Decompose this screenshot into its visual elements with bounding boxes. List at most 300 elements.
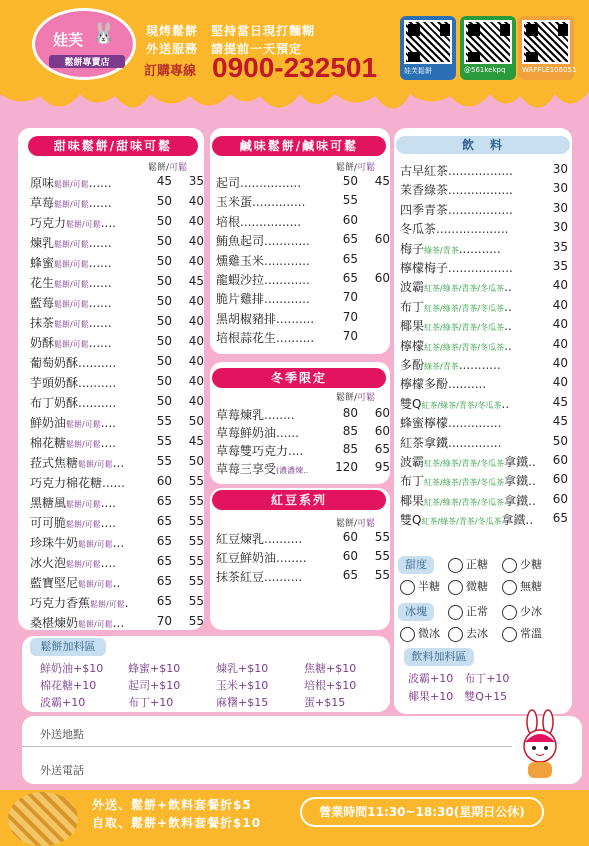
menu-item[interactable] xyxy=(30,614,204,632)
item-tag: 鬆餅/可鬆 xyxy=(66,520,101,529)
menu-item[interactable] xyxy=(30,474,204,492)
item-name: 煉乳 xyxy=(30,236,55,250)
item-name: 抹茶 xyxy=(30,316,55,330)
price-croffle: 50 xyxy=(188,414,204,428)
drink-dots: ........... xyxy=(458,358,501,372)
drink-dots: .. xyxy=(504,280,512,295)
drink-name: 雙Q xyxy=(400,513,422,528)
item-name: 黑胡椒豬排 xyxy=(216,311,277,326)
item-dots: .... xyxy=(100,516,116,530)
item-name: 桑椹煉奶 xyxy=(30,616,79,630)
item-dots: ...... xyxy=(88,296,112,310)
waffle-addon-item[interactable]: 培根+$10 xyxy=(304,679,357,692)
drink-options: 紅茶/綠茶/青茶/冬瓜茶 xyxy=(424,478,505,488)
drink-item[interactable] xyxy=(400,472,568,490)
item-dots: .......... xyxy=(78,396,117,410)
item-name-group xyxy=(30,234,112,251)
qr-code-1[interactable] xyxy=(400,16,456,80)
drink-item[interactable] xyxy=(400,414,568,432)
ice_opts-option[interactable] xyxy=(448,625,488,642)
option-label: 去冰 xyxy=(466,627,488,640)
item-name-group xyxy=(30,474,125,491)
menu-item[interactable] xyxy=(216,310,390,328)
menu-item[interactable] xyxy=(216,549,390,567)
salty-title: 鹹味鬆餅/鹹味可鬆 xyxy=(212,136,386,156)
item-dots: ............ xyxy=(264,253,310,268)
menu-item[interactable] xyxy=(216,424,390,442)
item-tag: 鬆餅/可鬆 xyxy=(54,240,89,249)
drink-price: 65 xyxy=(552,511,568,526)
item-name-group xyxy=(30,534,124,551)
drink-options: 綠茶/青茶 xyxy=(424,362,459,371)
menu-item[interactable] xyxy=(216,406,390,424)
waffle-addon-item[interactable]: 棉花糖+10 xyxy=(40,679,97,692)
drink-price: 40 xyxy=(552,297,568,312)
price-croffle: 60 xyxy=(374,271,390,285)
price-croffle: 55 xyxy=(374,549,390,563)
drink-price: 60 xyxy=(552,491,568,506)
drink-name: 蜂蜜檸檬 xyxy=(400,416,449,431)
drink-name: 古早紅茶 xyxy=(400,164,449,178)
item-dots: ................ xyxy=(240,214,302,229)
drink-item[interactable] xyxy=(400,220,568,238)
item-dots: .......... xyxy=(78,356,117,370)
price-croffle: 55 xyxy=(374,568,390,582)
drink-item[interactable] xyxy=(400,201,568,219)
drink-dots: .............. xyxy=(448,416,502,431)
item-tag: 鬆餅/可鬆 xyxy=(90,600,125,609)
item-dots: ...... xyxy=(88,316,112,330)
drink-name-group xyxy=(400,240,501,257)
tagline-1: 現烤鬆餅 堅持當日現打麵糊 xyxy=(146,24,316,38)
item-name: 鮪魚起司 xyxy=(216,234,265,249)
radio-icon[interactable] xyxy=(448,627,463,642)
price-waffle: 80 xyxy=(342,406,358,420)
item-name-group xyxy=(216,193,305,210)
item-dots: ................ xyxy=(240,176,302,190)
price-waffle: 50 xyxy=(156,334,172,348)
item-name: 紅豆煉乳 xyxy=(216,532,265,546)
price-waffle: 120 xyxy=(335,460,358,474)
menu-item[interactable] xyxy=(216,290,390,308)
item-name-group xyxy=(30,294,112,311)
price-croffle: 40 xyxy=(188,234,204,248)
item-dots: .... xyxy=(100,436,116,450)
sweet_opts-option[interactable] xyxy=(502,556,542,573)
item-name: 草莓煉乳 xyxy=(216,408,265,422)
salty-subhead: 鬆餅/可鬆 xyxy=(336,163,376,173)
drink-item[interactable] xyxy=(400,298,568,316)
item-tag: 鬆餅/可鬆 xyxy=(54,340,89,349)
sweetness-label: 甜度 xyxy=(398,556,434,574)
redbean-title: 紅豆系列 xyxy=(212,490,386,510)
drink-name: 椰果 xyxy=(400,319,425,334)
item-name-group xyxy=(216,530,302,547)
item-name-group xyxy=(30,254,112,271)
waffle-addon-item[interactable]: 焦糖+$10 xyxy=(304,662,357,675)
waffle-addon-item[interactable]: 起司+$10 xyxy=(128,679,181,692)
winter-subhead: 鬆餅/可鬆 xyxy=(336,393,376,403)
drink-item[interactable] xyxy=(400,356,568,374)
item-tag: 鬆餅/可鬆 xyxy=(54,200,89,209)
price-croffle: 55 xyxy=(188,614,204,628)
menu-item[interactable] xyxy=(30,354,204,372)
drink-name: 波霸 xyxy=(400,280,425,295)
menu-item[interactable] xyxy=(30,494,204,512)
item-note: (濃濃煉.. xyxy=(276,466,309,475)
item-name: 草莓 xyxy=(30,196,55,210)
drink-options: 紅茶/綠茶/青茶/冬瓜茶 xyxy=(421,400,502,410)
item-tag: 鬆餅/可鬆 xyxy=(54,280,89,289)
drink-dots: ................... xyxy=(436,222,509,237)
waffle-addon-title: 鬆餅加料區 xyxy=(30,638,106,656)
price-waffle: 70 xyxy=(342,309,358,324)
item-name-group xyxy=(30,614,124,631)
ice_opts-option[interactable] xyxy=(502,625,542,642)
item-tag: 鬆餅/可鬆 xyxy=(78,580,113,589)
drink-name-group xyxy=(400,278,512,295)
drink-price: 30 xyxy=(552,200,568,215)
drink-name: 茉香綠茶 xyxy=(400,183,449,198)
menu-item[interactable] xyxy=(216,568,390,586)
price-croffle: 40 xyxy=(188,254,204,268)
price-waffle: 65 xyxy=(156,494,172,508)
waffle-addon-item[interactable]: 布丁+10 xyxy=(128,696,174,709)
qr-caption: 娃芙鬆餅 xyxy=(404,67,432,75)
item-tag: 鬆餅/可鬆 xyxy=(78,620,113,629)
drink-name-group xyxy=(400,181,513,198)
item-name: 葡萄奶酥 xyxy=(30,356,79,370)
radio-icon[interactable] xyxy=(448,605,463,620)
item-tag: 鬆餅/可鬆 xyxy=(54,300,89,309)
price-croffle: 40 xyxy=(188,214,204,228)
menu-item[interactable] xyxy=(216,213,390,231)
radio-icon[interactable] xyxy=(448,580,463,595)
item-name: 草莓雙巧克力 xyxy=(216,444,289,458)
item-name: 培根 xyxy=(216,214,241,229)
item-tag: 鬆餅/可鬆 xyxy=(54,180,89,189)
item-dots: .......... xyxy=(78,376,117,390)
drink-name: 布丁 xyxy=(400,474,425,489)
drink-item[interactable] xyxy=(400,434,568,452)
item-name-group xyxy=(216,213,301,230)
drink-item[interactable] xyxy=(400,337,568,355)
menu-item[interactable] xyxy=(30,514,204,532)
menu-item[interactable] xyxy=(216,329,390,347)
item-name: 抹茶紅豆 xyxy=(216,570,265,584)
price-waffle: 70 xyxy=(342,329,358,344)
item-dots: ........ xyxy=(276,551,307,565)
menu-item[interactable] xyxy=(216,442,390,460)
item-name-group xyxy=(216,232,310,249)
menu-item[interactable] xyxy=(30,534,204,552)
drink-name: 波霸 xyxy=(400,455,425,469)
drink-dots: .. xyxy=(501,396,510,411)
item-name-group xyxy=(30,334,112,351)
radio-icon[interactable] xyxy=(502,558,517,573)
item-name-group xyxy=(30,394,116,411)
drink-name-group xyxy=(400,434,501,451)
drink-item[interactable] xyxy=(400,492,568,510)
price-waffle: 55 xyxy=(156,434,172,448)
item-name-group xyxy=(30,494,116,511)
price-croffle: 55 xyxy=(188,554,204,568)
menu-item[interactable] xyxy=(30,234,204,252)
item-dots: ... xyxy=(112,536,125,550)
price-croffle: 45 xyxy=(188,434,204,448)
item-name: 棉花糖 xyxy=(30,436,67,450)
price-croffle: 40 xyxy=(188,374,204,388)
item-tag: 鬆餅/可鬆 xyxy=(78,540,113,549)
menu-item[interactable] xyxy=(216,252,390,270)
price-waffle: 50 xyxy=(156,314,172,328)
drink-name: 多酚 xyxy=(400,358,425,372)
item-name: 龍蝦沙拉 xyxy=(216,273,265,287)
price-waffle: 65 xyxy=(156,534,172,548)
menu-item[interactable] xyxy=(30,194,204,212)
drink-name: 四季青茶 xyxy=(400,202,449,217)
delivery-panel xyxy=(22,716,582,784)
price-croffle: 55 xyxy=(374,530,390,544)
item-dots: ............ xyxy=(264,292,310,307)
ice_opts-option[interactable] xyxy=(448,603,488,620)
waffle-addon-item[interactable]: 鮮奶油+$10 xyxy=(40,662,104,675)
menu-item[interactable] xyxy=(30,254,204,272)
item-name: 可可脆 xyxy=(30,516,67,530)
drink-name: 椰果 xyxy=(400,493,425,508)
price-croffle: 40 xyxy=(188,394,204,408)
ice_opts-option[interactable] xyxy=(400,625,440,642)
menu-item[interactable] xyxy=(30,294,204,312)
menu-item[interactable] xyxy=(30,574,204,592)
item-dots: .......... xyxy=(264,532,303,546)
item-tag: 鬆餅/可鬆 xyxy=(66,560,101,569)
price-waffle: 50 xyxy=(156,274,172,288)
price-croffle: 55 xyxy=(188,494,204,508)
bunny-mascot-icon xyxy=(514,712,566,782)
promo-pickup: 自取、鬆餅+飲料套餐折$10 xyxy=(92,816,262,830)
waffle-addon-item[interactable]: 麻糬+$15 xyxy=(216,696,269,709)
drink-price: 40 xyxy=(552,336,568,351)
item-name: 芋頭奶酥 xyxy=(30,376,79,390)
qr-code-2[interactable] xyxy=(460,16,516,80)
price-waffle: 50 xyxy=(156,194,172,208)
drink-dots: .. xyxy=(504,319,512,334)
drink-name-group xyxy=(400,453,536,470)
drink-item[interactable] xyxy=(400,511,568,529)
drink-name-group xyxy=(400,162,513,179)
ice_opts-option[interactable] xyxy=(502,603,542,620)
sweet-subhead: 鬆餅/可鬆 xyxy=(148,163,188,173)
sweet_opts-option[interactable] xyxy=(502,578,542,595)
price-croffle: 60 xyxy=(374,232,390,247)
drink-dots: .. xyxy=(504,299,512,314)
delivery-address-field[interactable] xyxy=(22,746,512,747)
menu-item[interactable] xyxy=(216,193,390,211)
qr-code-3[interactable] xyxy=(518,16,577,80)
price-waffle: 65 xyxy=(342,251,358,266)
item-name-group xyxy=(30,354,116,371)
item-name-group xyxy=(30,274,112,291)
radio-icon[interactable] xyxy=(502,605,517,620)
price-croffle: 40 xyxy=(188,194,204,208)
item-name: 鮮奶油 xyxy=(30,416,67,430)
item-name-group xyxy=(216,310,314,327)
menu-item[interactable] xyxy=(216,271,390,289)
drink-item[interactable] xyxy=(400,181,568,199)
waffle-addon-item[interactable]: 蛋+$15 xyxy=(304,696,346,709)
order-phone[interactable]: 0900-232501 xyxy=(212,52,378,83)
menu-item[interactable] xyxy=(216,460,390,478)
item-tag: 鬆餅/可鬆 xyxy=(66,440,101,449)
item-name-group xyxy=(30,314,112,331)
menu-item[interactable] xyxy=(30,374,204,392)
radio-icon[interactable] xyxy=(400,580,415,595)
item-tag: 鬆餅/可鬆 xyxy=(66,420,101,429)
drink-price: 45 xyxy=(552,414,568,429)
item-name-group xyxy=(216,549,307,566)
drink-name-group xyxy=(400,220,509,237)
drink-options: 紅茶/綠茶/青茶/冬瓜茶 xyxy=(424,497,505,507)
menu-item[interactable] xyxy=(30,394,204,412)
waffle-addon-item[interactable]: 蜂蜜+$10 xyxy=(128,662,181,675)
drink-name-group xyxy=(400,201,513,218)
item-dots: ...... xyxy=(88,256,112,270)
item-name-group xyxy=(216,290,310,307)
price-waffle: 85 xyxy=(342,424,358,438)
item-dots: . xyxy=(124,596,129,610)
brand-logo xyxy=(32,8,136,80)
item-name-group xyxy=(216,460,308,477)
item-name-group xyxy=(216,568,302,585)
drink-price: 35 xyxy=(552,239,568,254)
drink-dots: ................. xyxy=(448,164,513,178)
item-name-group xyxy=(30,454,124,471)
item-name: 珍珠牛奶 xyxy=(30,536,79,550)
price-waffle: 50 xyxy=(156,394,172,408)
radio-icon[interactable] xyxy=(400,627,415,642)
brand-name: 娃芙 xyxy=(53,31,84,49)
drink-price: 40 xyxy=(552,278,568,293)
drink-item[interactable] xyxy=(400,453,568,471)
item-dots: ... xyxy=(112,456,125,470)
drink-options: 紅茶/綠茶/青茶/冬瓜茶 xyxy=(421,517,502,527)
menu-item[interactable] xyxy=(30,434,204,452)
price-croffle: 60 xyxy=(374,424,390,438)
price-waffle: 65 xyxy=(342,568,358,582)
drink-item[interactable] xyxy=(400,162,568,180)
radio-icon[interactable] xyxy=(502,627,517,642)
item-tag: 鬆餅/可鬆 xyxy=(66,220,101,229)
waffle-addon-item[interactable]: 波霸+10 xyxy=(40,696,86,709)
item-name: 原味 xyxy=(30,176,55,190)
item-name-group xyxy=(216,442,303,459)
drink-item[interactable] xyxy=(400,395,568,413)
item-name: 花生 xyxy=(30,276,55,290)
drink-name: 檸檬梅子 xyxy=(400,261,449,275)
sweet_opts-option[interactable] xyxy=(448,578,488,595)
menu-item[interactable] xyxy=(30,214,204,232)
radio-icon[interactable] xyxy=(502,580,517,595)
item-dots: ........ xyxy=(264,408,295,422)
drink-item[interactable] xyxy=(400,259,568,277)
option-label: 微糖 xyxy=(466,580,488,593)
drink-item[interactable] xyxy=(400,278,568,296)
price-croffle: 40 xyxy=(188,354,204,368)
price-waffle: 50 xyxy=(342,174,358,188)
qr-code-icon xyxy=(404,20,452,64)
price-waffle: 65 xyxy=(156,514,172,528)
menu-item[interactable] xyxy=(30,414,204,432)
drink-options: 紅茶/綠茶/青茶/冬瓜茶 xyxy=(424,323,505,333)
price-waffle: 55 xyxy=(342,193,358,208)
ice-label: 冰塊 xyxy=(398,603,434,621)
price-waffle: 70 xyxy=(156,614,172,628)
price-croffle: 60 xyxy=(374,406,390,420)
menu-item[interactable] xyxy=(30,334,204,352)
price-waffle: 50 xyxy=(156,294,172,308)
item-name: 草莓鮮奶油 xyxy=(216,426,277,440)
waffle-addon-item[interactable]: 玉米+$10 xyxy=(216,679,269,692)
menu-item[interactable] xyxy=(30,454,204,472)
drink-price: 30 xyxy=(552,162,568,176)
menu-item[interactable] xyxy=(30,594,204,612)
menu-item[interactable] xyxy=(30,314,204,332)
item-name-group xyxy=(30,554,116,571)
price-croffle: 55 xyxy=(188,534,204,548)
price-waffle: 60 xyxy=(156,474,172,488)
menu-item[interactable] xyxy=(216,232,390,250)
drink-price: 50 xyxy=(552,433,568,448)
drink-item[interactable] xyxy=(400,375,568,393)
drink-dots: 拿鐵.. xyxy=(504,455,536,469)
drink-dots: ................. xyxy=(448,183,513,198)
drink-addon-line-1: 波霸+10 布丁+10 xyxy=(408,672,510,685)
item-name: 黑糖風 xyxy=(30,496,67,510)
sweet_opts-option[interactable] xyxy=(400,578,440,595)
drink-addon-line-2: 椰果+10 雙Q+15 xyxy=(408,690,508,703)
menu-item[interactable] xyxy=(216,530,390,548)
menu-item[interactable] xyxy=(30,274,204,292)
menu-item[interactable] xyxy=(30,174,204,192)
drink-price: 40 xyxy=(552,375,568,390)
price-croffle: 55 xyxy=(188,514,204,528)
drink-price: 30 xyxy=(552,181,568,196)
radio-icon[interactable] xyxy=(448,558,463,573)
qr-code-icon xyxy=(522,20,570,64)
price-waffle: 65 xyxy=(156,554,172,568)
item-dots: ............ xyxy=(264,273,310,287)
delivery-phone-label: 外送電話 xyxy=(40,764,84,777)
item-name: 紅豆鮮奶油 xyxy=(216,551,277,565)
option-label: 無糖 xyxy=(520,580,542,593)
sweet_opts-option[interactable] xyxy=(448,556,488,573)
drink-options: 紅茶/綠茶/青茶/冬瓜茶 xyxy=(424,303,505,313)
drink-name-group xyxy=(400,356,501,373)
price-waffle: 65 xyxy=(342,271,358,285)
price-waffle: 50 xyxy=(156,234,172,248)
business-hours: 營業時間11:30~18:30(星期日公休) xyxy=(300,797,544,827)
drink-item[interactable] xyxy=(400,317,568,335)
drink-price: 40 xyxy=(552,356,568,370)
drink-name-group xyxy=(400,511,533,528)
waffle-addon-item[interactable]: 煉乳+$10 xyxy=(216,662,269,675)
drink-dots: 拿鐵.. xyxy=(504,493,536,508)
option-label: 半糖 xyxy=(418,580,440,593)
menu-item[interactable] xyxy=(216,174,390,192)
menu-item[interactable] xyxy=(30,554,204,572)
drink-item[interactable] xyxy=(400,240,568,258)
